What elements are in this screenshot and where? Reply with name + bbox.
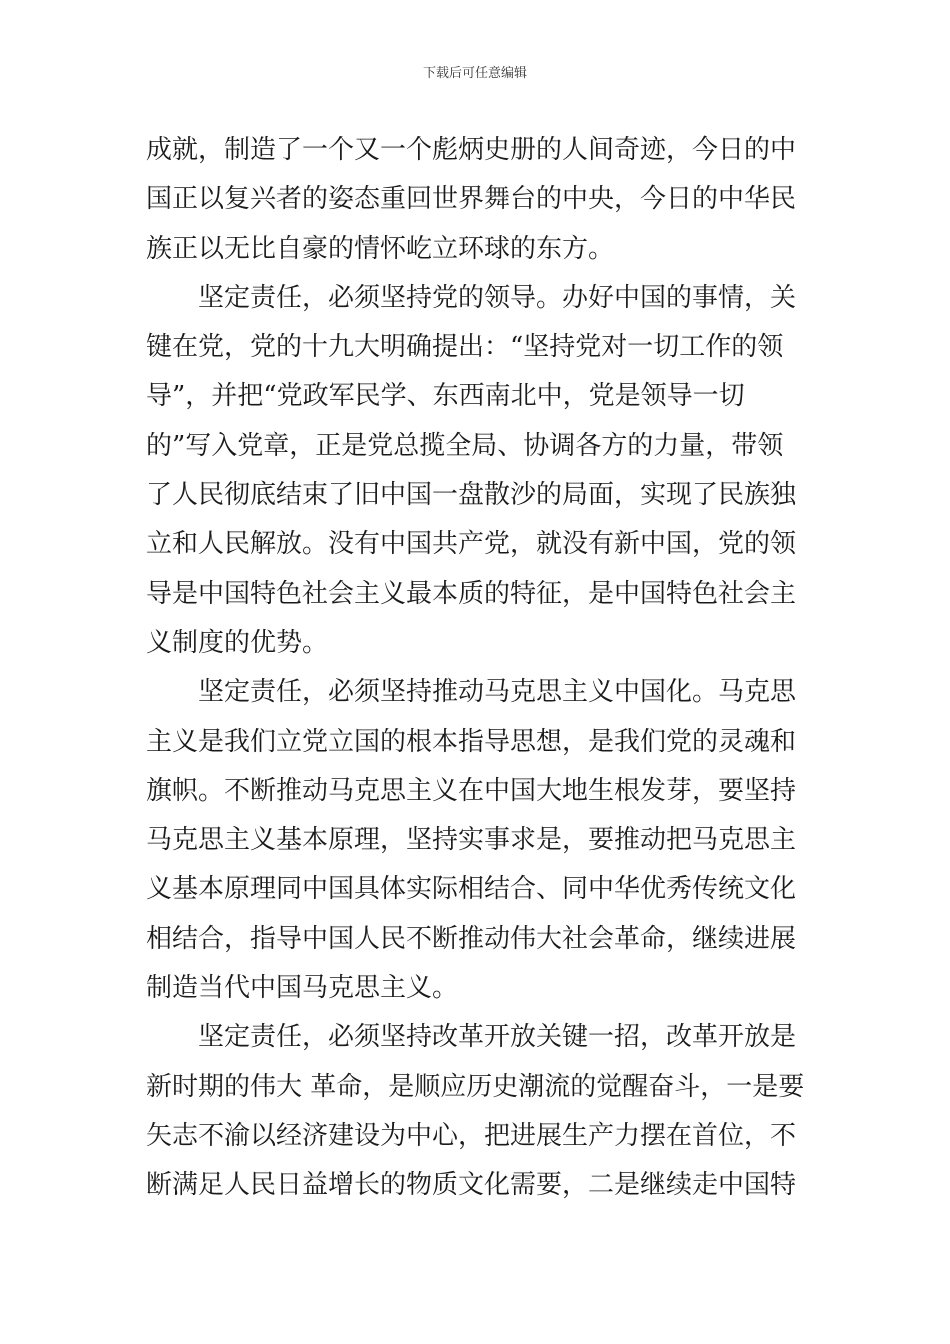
paragraph xyxy=(146,668,806,1013)
text-line: 坚定责任，必须坚持改革开放关键一招，改革开放是 xyxy=(146,1022,797,1053)
paragraph xyxy=(146,1013,806,1210)
text-line: 国正以复兴者的姿态重回世界舞台的中央，今日的中华民 xyxy=(146,184,797,215)
text-line: 成就，制造了一个又一个彪炳史册的人间奇迹，今日的中 xyxy=(146,135,797,165)
text-line: 义基本原理同中国具体实际相结合、同中华优秀传统文化 xyxy=(146,874,797,905)
document-body xyxy=(146,126,806,1211)
text-line: 旗帜。不断推动马克思主义在中国大地生根发芽，要坚持 xyxy=(146,775,797,806)
text-line: 坚定责任，必须坚持党的领导。办好中国的事情，关 xyxy=(146,282,797,313)
text-line: 新时期的伟大 革命，是顺应历史潮流的觉醒奋斗，一是要 xyxy=(146,1071,805,1102)
text-line: 马克思主义基本原理，坚持实事求是，要推动把马克思主 xyxy=(146,825,797,856)
text-line: 键在党，党的十九大明确提出：“坚持党对一切工作的领 xyxy=(146,332,784,363)
text-line: 导”，并把“党政军民学、东西南北中，党是领导一切 xyxy=(146,381,745,412)
text-line: 导是中国特色社会主义最本质的特征，是中国特色社会主 xyxy=(146,578,797,609)
text-line: 立和人民解放。没有中国共产党，就没有新中国，党的领 xyxy=(146,529,797,560)
paragraph xyxy=(146,126,806,274)
text-line: 矢志不渝以经济建设为中心，把进展生产力摆在首位，不 xyxy=(146,1120,797,1151)
paragraph xyxy=(146,274,806,668)
text-line: 制造当代中国马克思主义。 xyxy=(146,973,459,1004)
text-line: 的”写入党章，正是党总揽全局、协调各方的力量，带领 xyxy=(146,430,784,461)
page-header-note: 下载后可任意编辑 xyxy=(422,66,527,81)
text-line: 了人民彻底结束了旧中国一盘散沙的局面，实现了民族独 xyxy=(146,480,797,511)
text-line: 族正以无比自豪的情怀屹立环球的东方。 xyxy=(146,233,615,264)
text-line: 主义是我们立党立国的根本指导思想，是我们党的灵魂和 xyxy=(146,726,797,757)
text-line: 相结合，指导中国人民不断推动伟大社会革命，继续进展 xyxy=(146,923,797,954)
text-line: 义制度的优势。 xyxy=(146,627,329,658)
text-line: 坚定责任，必须坚持推动马克思主义中国化。马克思 xyxy=(146,677,797,708)
text-line: 断满足人民日益增长的物质文化需要，二是继续走中国特 xyxy=(146,1170,797,1201)
